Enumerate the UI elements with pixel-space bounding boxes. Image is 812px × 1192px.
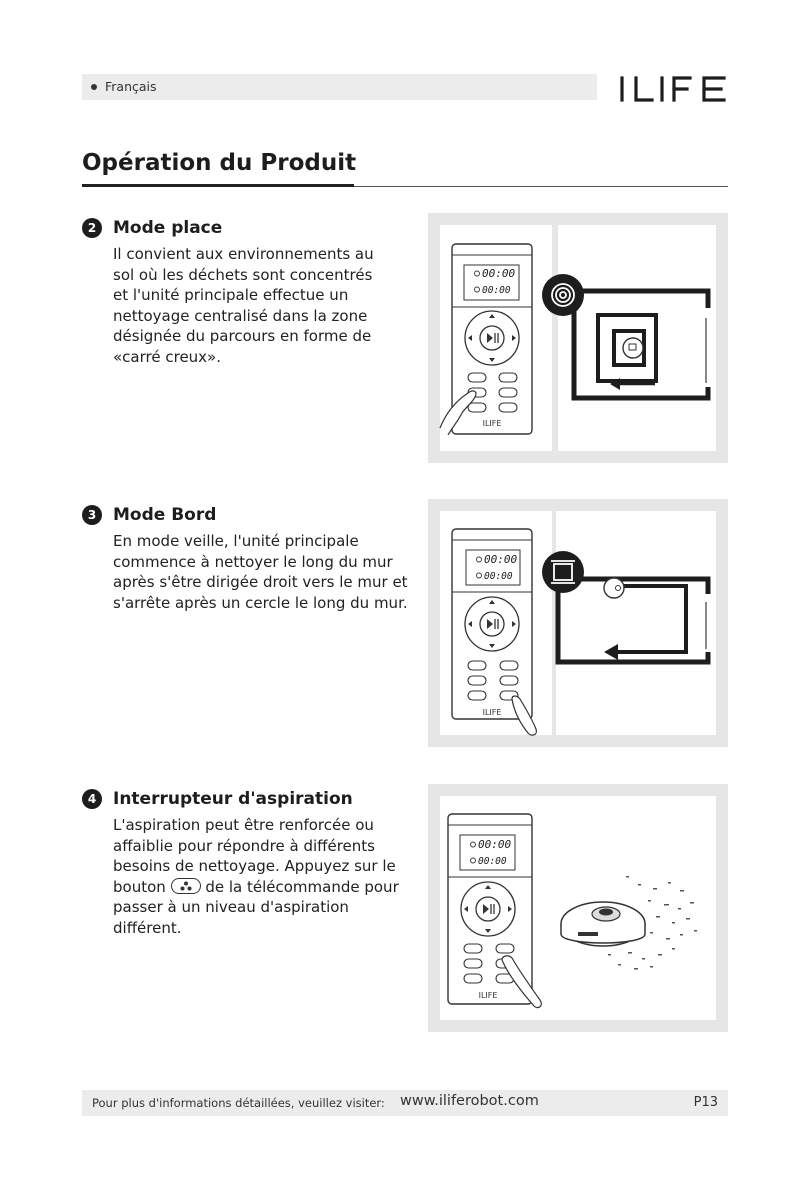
remote-brand: ILIFE: [482, 708, 502, 717]
spot-mode-drawing: [428, 213, 728, 463]
edge-mode-drawing: [428, 499, 728, 747]
section-text: Il convient aux environnements au sol où les déchets sont concentrés et l'unité principale effectue un nettoyage centralisé dans la zone désignée du parcours en forme de «carré creux».: [113, 245, 374, 366]
section-title: Interrupteur d'aspiration: [113, 789, 353, 809]
footer-bar: [82, 1090, 728, 1116]
remote-display-time: 00:00: [482, 267, 516, 280]
remote-brand: ILIFE: [478, 991, 498, 1000]
section-text-after: de la télécommande pour passer à un niveau d'aspiration différent.: [113, 877, 399, 937]
spot-mode-illustration: [428, 213, 728, 463]
remote-display-time: 00:00: [478, 838, 512, 851]
remote-display-clock: 00:00: [482, 285, 511, 296]
section-number: 4: [82, 789, 102, 809]
remote-brand: ILIFE: [482, 419, 502, 428]
section-number: 2: [82, 218, 102, 238]
language-label: Français: [105, 79, 157, 94]
remote-display-clock: 00:00: [478, 856, 507, 867]
ilife-logo: [618, 72, 730, 106]
page-number: P13: [693, 1095, 718, 1110]
bullet-icon: [91, 84, 97, 90]
section-title: Mode Bord: [113, 505, 217, 525]
suction-drawing: [428, 784, 728, 1032]
footer-text: Pour plus d'informations détaillées, veuillez visiter:: [92, 1096, 385, 1110]
section-title: Mode place: [113, 218, 223, 238]
edge-mode-illustration: [428, 499, 728, 747]
language-bar: [82, 74, 597, 100]
section-text-before: L'aspiration peut être renforcée ou affaiblie pour répondre à différents besoins de nettoyage. Appuyez sur le bouton: [113, 816, 396, 896]
fan-button-icon: [171, 878, 201, 894]
footer-url-link[interactable]: www.iliferobot.com: [400, 1093, 539, 1109]
title-underline: [82, 184, 354, 187]
remote-display-clock: 00:00: [484, 571, 513, 582]
page-title: Opération du Produit: [82, 150, 357, 176]
section-number: 3: [82, 505, 102, 525]
suction-illustration: [428, 784, 728, 1032]
section-text: [113, 815, 418, 938]
section-text: En mode veille, l'unité principale commence à nettoyer le long du mur après s'être dirigée droit vers le mur et s'arrête après un cercle le long du mur.: [113, 532, 408, 612]
remote-display-time: 00:00: [484, 553, 518, 566]
